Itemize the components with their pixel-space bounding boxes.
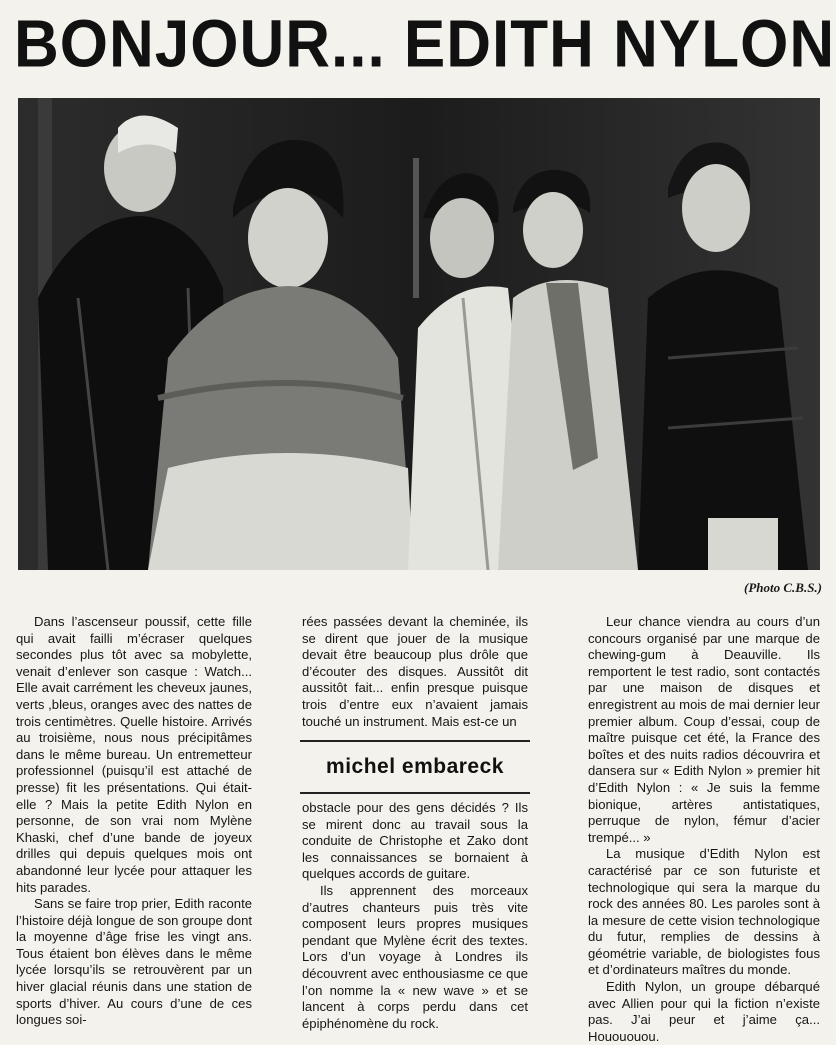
article-column-2-top bbox=[302, 614, 528, 730]
paragraph: Leur chance viendra au cours d’un concours organisé par une marque de chewing-gum à Deauville. Ils remportent le test radio, sont contactés par une maison de disques et enregistrent au mois de mai dernier leur premier album. Coup d’essai, coup de maître puisque cet été, la France des boîtes et des nuits radios découvrira et dansera sur « Edith Nylon » premier hit d’Edith Nylon : « Je suis la femme bionique, artères antistatiques, perruque de nylon, fémur d’acier trempé... » bbox=[588, 614, 820, 845]
photo-credit: (Photo C.B.S.) bbox=[743, 580, 822, 595]
article-column-3 bbox=[588, 614, 820, 1045]
article-column-1 bbox=[16, 614, 252, 1029]
paragraph: rées passées devant la cheminée, ils se dirent que jouer de la musique devait être beaucoup plus drôle que d’écouter des disques. Aussitôt dit aussitôt fait... enfin presque puisque trois d’entre eux n’avaient jamais touché un instrument. Mais est-ce un bbox=[302, 614, 528, 729]
paragraph: Sans se faire trop prier, Edith raconte l’histoire déjà longue de son groupe dont la moyenne d’âge frise les vingt ans. Tous étaient bon élèves dans le même lycée lorsqu’ils se retrouvèrent par un hiver glacial réunis dans une station de sports d’hiver. Au cours d’une de ces longues soi- bbox=[16, 896, 252, 1028]
group-photo bbox=[18, 98, 820, 570]
paragraph: Ils apprennent des morceaux d’autres chanteurs puis très vite composent leurs propres musiques pendant que Mylène écrit des textes. Lors d’un voyage à Londres ils découvrent avec enthousiasme ce que l’on nomme la « new wave » et se lancent à corps perdu dans cet épiphénomène du rock. bbox=[302, 882, 528, 1031]
article-column-2-bottom bbox=[302, 800, 528, 1032]
byline: michel embareck bbox=[326, 755, 504, 778]
paragraph: Edith Nylon, un groupe débarqué avec Allien pour qui la fiction n’existe pas. J’ai peur et j’aime ça... Houououou. bbox=[588, 979, 820, 1044]
byline-box bbox=[300, 740, 530, 794]
paragraph: La musique d’Edith Nylon est caractérisé par ce son futuriste et technologique qui sera la marque du rock des années 80. Les paroles sont à la mesure de cette vision technologique du futur, remplies de dessins à géométrie variable, de biologistes fous et d’ordinateurs maîtres du monde. bbox=[588, 846, 820, 978]
headline: BONJOUR... EDITH NYLON bbox=[14, 7, 836, 82]
paragraph: Dans l’ascenseur poussif, cette fille qui avait failli m’écraser quelques secondes plus tôt avec sa mobylette, venait d’enlever son casque : Watch... Elle avait carrément les cheveux jaunes, verts ,bleus, oranges avec des nattes de trois centimètres. Quelle histoire. Arrivés au troisième, nous nous précipitâmes dans le même bureau. Un entremetteur professionnel (puisqu’il est attaché de presse) fit les présentations. Qui était-elle ? Mais la petite Edith Nylon en personne, de son vrai nom Mylène Khaski, chef d’une bande de joyeux drilles qui depuis quelques mois ont abandonné leur lycée pour attaquer les hits parades. bbox=[16, 614, 252, 895]
paragraph: obstacle pour des gens décidés ? Ils se mirent donc au travail sous la conduite de Christophe et Zako dont les connaissances se bornaient à quelques accords de guitare. bbox=[302, 800, 528, 882]
